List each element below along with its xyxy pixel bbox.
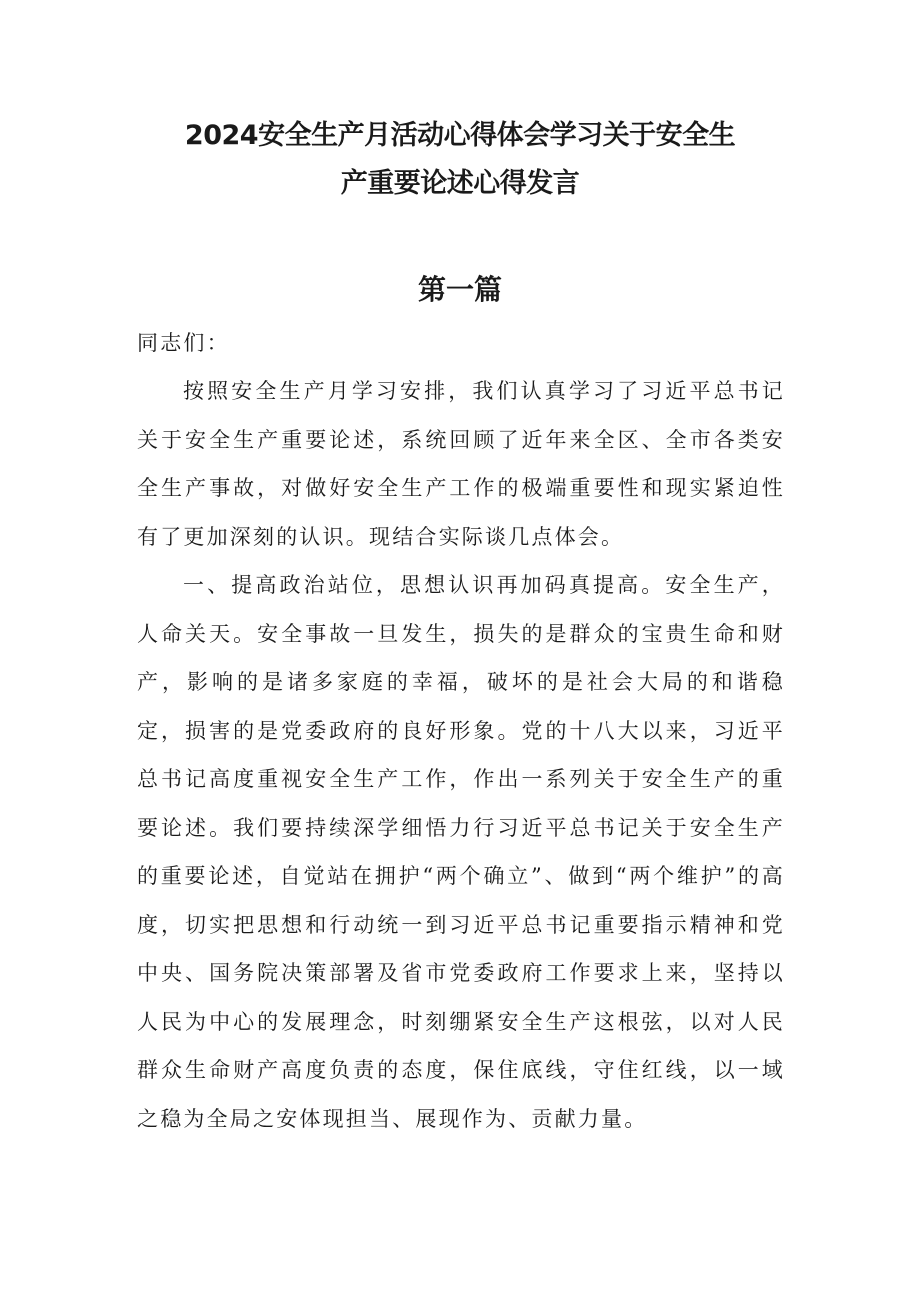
paragraph-intro [137,367,785,561]
greeting-text: 同志们： [137,331,230,355]
title-line-1: 2024安全生产月活动心得体会学习关于安全生 [184,120,736,151]
paragraph-point-one [137,561,785,1143]
title-line-2: 产重要论述心得发言 [340,168,580,199]
document-title [130,112,790,208]
paragraph-intro-text: 按照安全生产月学习安排，我们认真学习了习近平总书记关于安全生产重要论述，系统回顾了近年来全区、全市各类安全生产事故，对做好安全生产工作的极端重要性和现实紧迫性有了更加深刻的认识。现结合实际谈几点体会。 [137,379,785,549]
paragraph-point-one-text: 一、提高政治站位，思想认识再加码真提高。安全生产，人命关天。安全事故一旦发生，损失的是群众的宝贵生命和财产，影响的是诸多家庭的幸福，破坏的是社会大局的和谐稳定，损害的是党委政府的良好形象。党的十八大以来，习近平总书记高度重视安全生产工作，作出一系列关于安全生产的重要论述。我们要持续深学细悟力行习近平总书记关于安全生产的重要论述，自觉站在拥护“两个确立”、做到“两个维护”的高度，切实把思想和行动统一到习近平总书记重要指示精神和党中央、国务院决策部署及省市党委政府工作要求上来，坚持以人民为中心的发展理念，时刻绷紧安全生产这根弦，以对人民群众生命财产高度负责的态度，保住底线，守住红线，以一域之稳为全局之安体现担当、展现作为、贡献力量。 [137,573,785,1131]
section-heading: 第一篇 [417,273,502,306]
